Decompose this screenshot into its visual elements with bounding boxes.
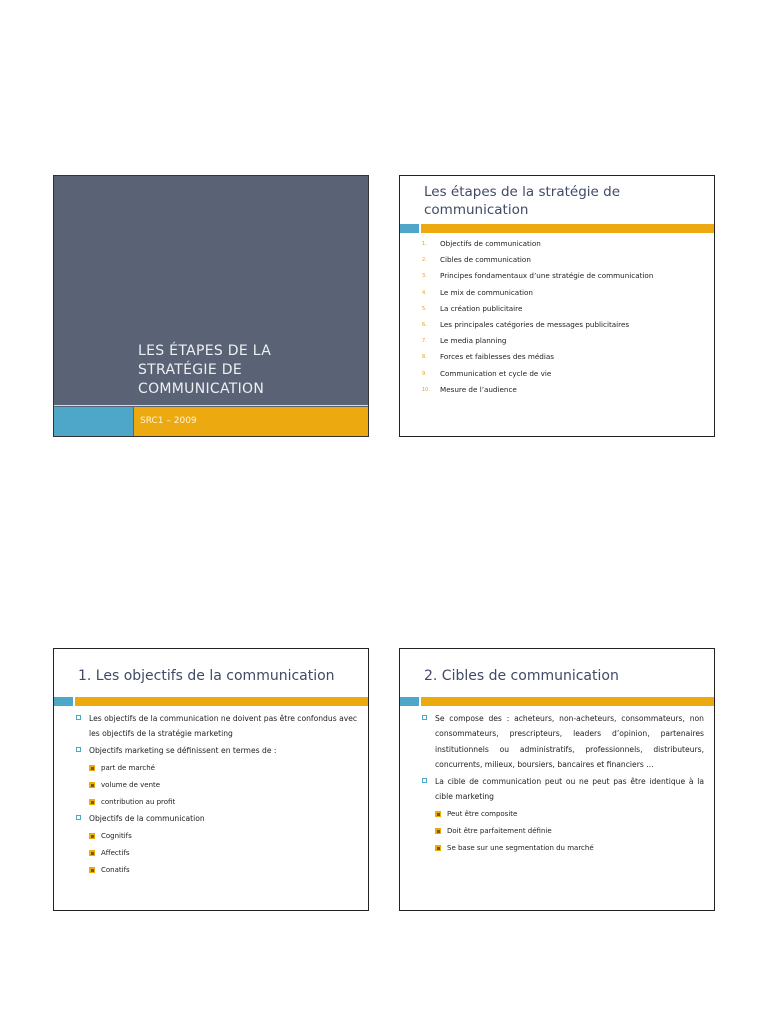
sub-bullet-text: Cognitifs	[101, 831, 132, 840]
bullet-item	[76, 711, 358, 742]
list-number: 8.	[422, 354, 427, 361]
title-line: STRATÉGIE DE	[138, 362, 242, 378]
filled-square-bullet-icon	[89, 765, 95, 771]
hollow-square-bullet-icon	[422, 715, 427, 720]
bullet-text: Se compose des : acheteurs, non-acheteurs, consommateurs, non consommateurs, prescripteurs, leaders d’opinion, partenaires institutionnels ou administratifs, professionnels, distributeurs, concurrents, milieux, boursiers, bancaires et financiers …	[435, 714, 704, 769]
list-text: Cibles de communication	[440, 255, 531, 265]
filled-square-bullet-icon	[89, 833, 95, 839]
list-text: Principes fondamentaux d’une stratégie de communication	[440, 271, 654, 281]
title-line: LES ÉTAPES DE LA	[138, 343, 272, 359]
slide-title	[138, 342, 348, 399]
list-number: 4.	[422, 289, 427, 296]
sub-bullet-text: Conatifs	[101, 865, 130, 874]
bullet-list	[422, 711, 704, 857]
sub-bullet-item	[76, 828, 358, 845]
sub-bullet-text: contribution au profit	[101, 797, 176, 806]
list-item	[422, 368, 704, 379]
list-text: Forces et faiblesses des médias	[440, 352, 554, 362]
list-item	[422, 335, 704, 346]
hollow-square-bullet-icon	[76, 747, 81, 752]
sub-bullet-item	[422, 840, 704, 857]
slide-title: Les étapes de la stratégie de communication	[424, 184, 621, 218]
filled-square-bullet-icon	[89, 799, 95, 805]
list-item	[422, 319, 704, 330]
accent-bar-gold	[75, 697, 368, 706]
hollow-square-bullet-icon	[76, 815, 81, 820]
list-number: 7.	[422, 338, 427, 345]
sub-bullet-item	[76, 845, 358, 862]
bullet-item	[76, 743, 358, 758]
list-item	[422, 254, 704, 265]
bullet-list	[76, 711, 358, 879]
list-number: 2.	[422, 257, 427, 264]
sub-bullet-text: Se base sur une segmentation du marché	[447, 843, 594, 852]
bullet-item	[76, 811, 358, 826]
sub-bullet-item	[422, 823, 704, 840]
title-line: COMMUNICATION	[138, 381, 265, 397]
list-text: Communication et cycle de vie	[440, 368, 552, 378]
sub-bullet-item	[76, 794, 358, 811]
list-item	[422, 351, 704, 362]
filled-square-bullet-icon	[89, 850, 95, 856]
filled-square-bullet-icon	[435, 845, 441, 851]
accent-bar-blue	[54, 697, 73, 706]
hollow-square-bullet-icon	[76, 715, 81, 720]
accent-bar-gold	[421, 224, 714, 233]
list-number: 1.	[422, 241, 427, 247]
filled-square-bullet-icon	[89, 867, 95, 873]
sub-bullet-text: Peut être composite	[447, 809, 518, 818]
accent-bar-blue	[400, 697, 419, 706]
accent-band-blue	[54, 407, 133, 437]
list-item	[422, 238, 704, 249]
sub-bullet-text: part de marché	[101, 763, 155, 772]
accent-bar-blue	[400, 224, 419, 233]
sub-bullet-text: Doit être parfaitement définie	[447, 826, 552, 835]
list-item	[422, 270, 704, 281]
slide-subtitle: SRC1 – 2009	[140, 416, 197, 426]
list-text: Le mix de communication	[440, 287, 533, 297]
divider	[54, 405, 369, 406]
steps-slide	[399, 175, 715, 437]
list-item	[422, 384, 704, 395]
sub-bullet-item	[76, 862, 358, 879]
bullet-item	[422, 711, 704, 772]
bullet-text: La cible de communication peut ou ne peut pas être identique à la cible marketing	[435, 776, 704, 801]
objectives-slide	[53, 648, 369, 911]
sub-bullet-item	[76, 760, 358, 777]
list-number: 6.	[422, 321, 427, 328]
bullet-text: Objectifs marketing se définissent en termes de :	[89, 746, 277, 756]
bullet-text: Les objectifs de la communication ne doivent pas être confondus avec les objectifs de la stratégie marketing	[89, 714, 358, 739]
slide-title: 2. Cibles de communication	[424, 668, 619, 684]
filled-square-bullet-icon	[89, 782, 95, 788]
list-number: 10.	[422, 386, 430, 393]
list-number: 9.	[422, 370, 427, 377]
sub-bullet-item	[422, 806, 704, 823]
list-text: Objectifs de communication	[440, 239, 541, 248]
filled-square-bullet-icon	[435, 828, 441, 834]
bullet-item	[422, 774, 704, 805]
accent-bar-gold	[421, 697, 714, 706]
sub-bullet-text: volume de vente	[101, 780, 161, 789]
list-number: 3.	[422, 273, 427, 280]
sub-bullet-item	[76, 777, 358, 794]
title-slide	[53, 175, 369, 437]
targets-slide	[399, 648, 715, 911]
list-number: 5.	[422, 305, 427, 312]
steps-list	[422, 238, 704, 400]
list-text: Le media planning	[440, 336, 507, 346]
list-text: Mesure de l’audience	[440, 384, 517, 394]
sub-bullet-text: Affectifs	[101, 848, 130, 857]
list-item	[422, 303, 704, 314]
hollow-square-bullet-icon	[422, 778, 427, 783]
bullet-text: Objectifs de la communication	[89, 813, 205, 823]
list-text: Les principales catégories de messages publicitaires	[440, 319, 630, 329]
filled-square-bullet-icon	[435, 811, 441, 817]
list-text: La création publicitaire	[440, 303, 523, 313]
slide-title: 1. Les objectifs de la communication	[78, 668, 335, 684]
list-item	[422, 287, 704, 298]
